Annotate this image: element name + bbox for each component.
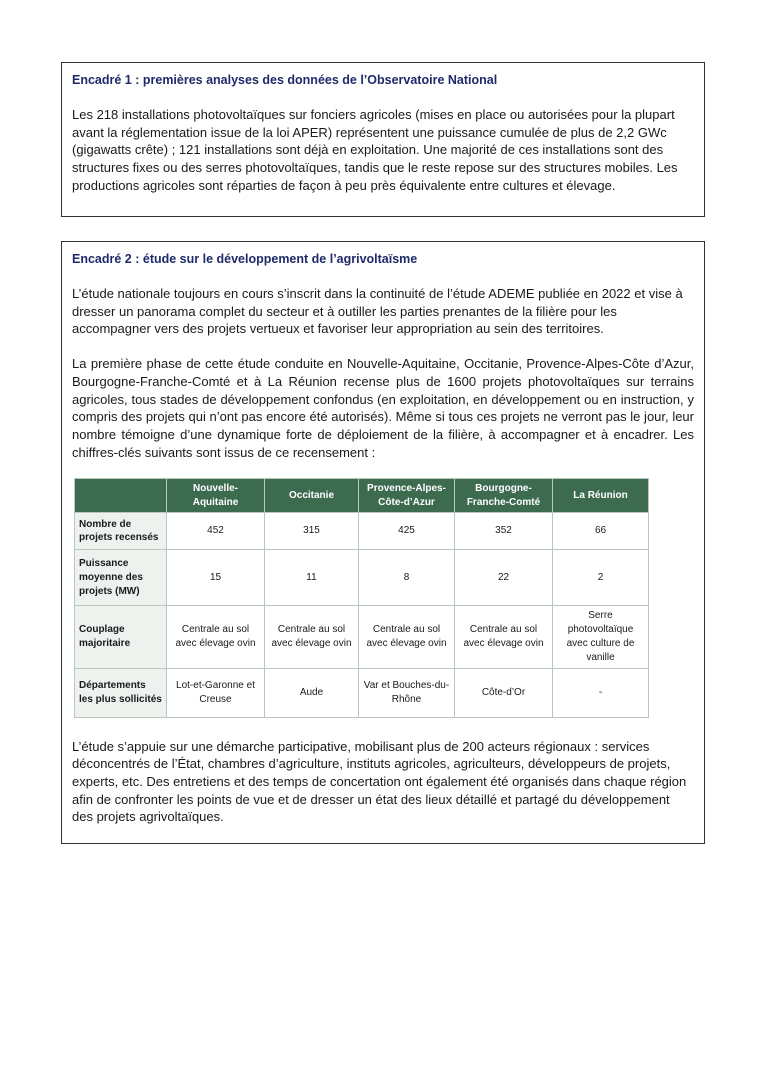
row-label: Couplage majoritaire [75, 606, 167, 668]
table-cell: 352 [455, 513, 553, 550]
table-cell: 2 [553, 550, 649, 606]
table-cell: 315 [265, 513, 359, 550]
table-cell: Centrale au sol avec élevage ovin [359, 606, 455, 668]
table-cell: Lot-et-Garonne et Creuse [167, 668, 265, 717]
table-cell: Centrale au sol avec élevage ovin [167, 606, 265, 668]
table-cell: Côte-d’Or [455, 668, 553, 717]
table-cell: Serre photovoltaïque avec culture de vanille [553, 606, 649, 668]
table-cell: 8 [359, 550, 455, 606]
table-cell: 425 [359, 513, 455, 550]
encadre-1 [61, 62, 705, 217]
table-header-cell: Bourgogne-Franche-Comté [455, 479, 553, 513]
table-header-cell: Occitanie [265, 479, 359, 513]
table-cell: 22 [455, 550, 553, 606]
encadre-2-paragraph-3: L’étude s’appuie sur une démarche participative, mobilisant plus de 200 acteurs régionaux : services déconcentrés de l’État, chambres d’agriculture, instituts agricoles, agriculteurs, développeurs de projets, experts, etc. Des entretiens et des temps de concertation ont également été organisés dans chaque région afin de confronter les points de vue et de dresser un état des lieux détaillé et partagé du développement des projets agrivoltaïques. [72, 738, 687, 825]
row-label: Départements les plus sollicités [75, 668, 167, 717]
table-row [75, 606, 649, 668]
table-row [75, 550, 649, 606]
encadre-2 [61, 241, 705, 844]
encadre-2-title: Encadré 2 : étude sur le développement de l’agrivoltaïsme [72, 252, 418, 266]
encadre-2-paragraph-1: L’étude nationale toujours en cours s’inscrit dans la continuité de l’étude ADEME publiée en 2022 et vise à dresser un panorama complet du secteur et à outiller les parties prenantes de la filière pour les accompagner vers des projets vertueux et favoriser leur appropriation au sein des territoires. [72, 286, 683, 337]
table-cell: - [553, 668, 649, 717]
table-cell: 11 [265, 550, 359, 606]
key-figures-table [74, 478, 649, 717]
table-cell: 15 [167, 550, 265, 606]
encadre-1-paragraph: Les 218 installations photovoltaïques sur fonciers agricoles (mises en place ou autorisées pour la plupart avant la réglementation issue de la loi APER) représentent une puissance cumulée de plus de 2,2 GWc (gigawatts crête) ; 121 installations sont déjà en exploitation. Une majorité de ces installations sont des structures fixes ou des serres photovoltaïques, tandis que le reste repose sur des structures mobiles. Les productions agricoles sont réparties de façon à peu près équivalente entre cultures et élevage. [72, 107, 678, 193]
encadre-1-title: Encadré 1 : premières analyses des données de l’Observatoire National [72, 73, 498, 87]
table-row [75, 668, 649, 717]
table-header-cell [75, 479, 167, 513]
table-header-row [75, 479, 649, 513]
table-header-cell: Provence-Alpes-Côte-d’Azur [359, 479, 455, 513]
table-cell: Var et Bouches-du-Rhône [359, 668, 455, 717]
table-cell: Centrale au sol avec élevage ovin [455, 606, 553, 668]
row-label: Nombre de projets recensés [75, 513, 167, 550]
table-cell: Centrale au sol avec élevage ovin [265, 606, 359, 668]
table-header-cell: Nouvelle-Aquitaine [167, 479, 265, 513]
table-cell: 452 [167, 513, 265, 550]
table-cell: Aude [265, 668, 359, 717]
row-label: Puissance moyenne des projets (MW) [75, 550, 167, 606]
encadre-2-paragraph-2: La première phase de cette étude conduite en Nouvelle-Aquitaine, Occitanie, Provence-Alpes-Côte d’Azur, Bourgogne-Franche-Comté et à La Réunion recense plus de 1600 projets photovoltaïques sur terrains agricoles, tous stades de développement confondus (en exploitation, en développement ou en instruction, y compris des projets qui n’ont pas encore été autorisés). Même si tous ces projets ne verront pas le jour, leur nombre témoigne d’une dynamique forte de déploiement de la filière, à accompagner et à encadrer. Les chiffres-clés suivants sont issus de ce recensement : [72, 356, 694, 460]
table-cell: 66 [553, 513, 649, 550]
table-header-cell: La Réunion [553, 479, 649, 513]
table-row [75, 513, 649, 550]
